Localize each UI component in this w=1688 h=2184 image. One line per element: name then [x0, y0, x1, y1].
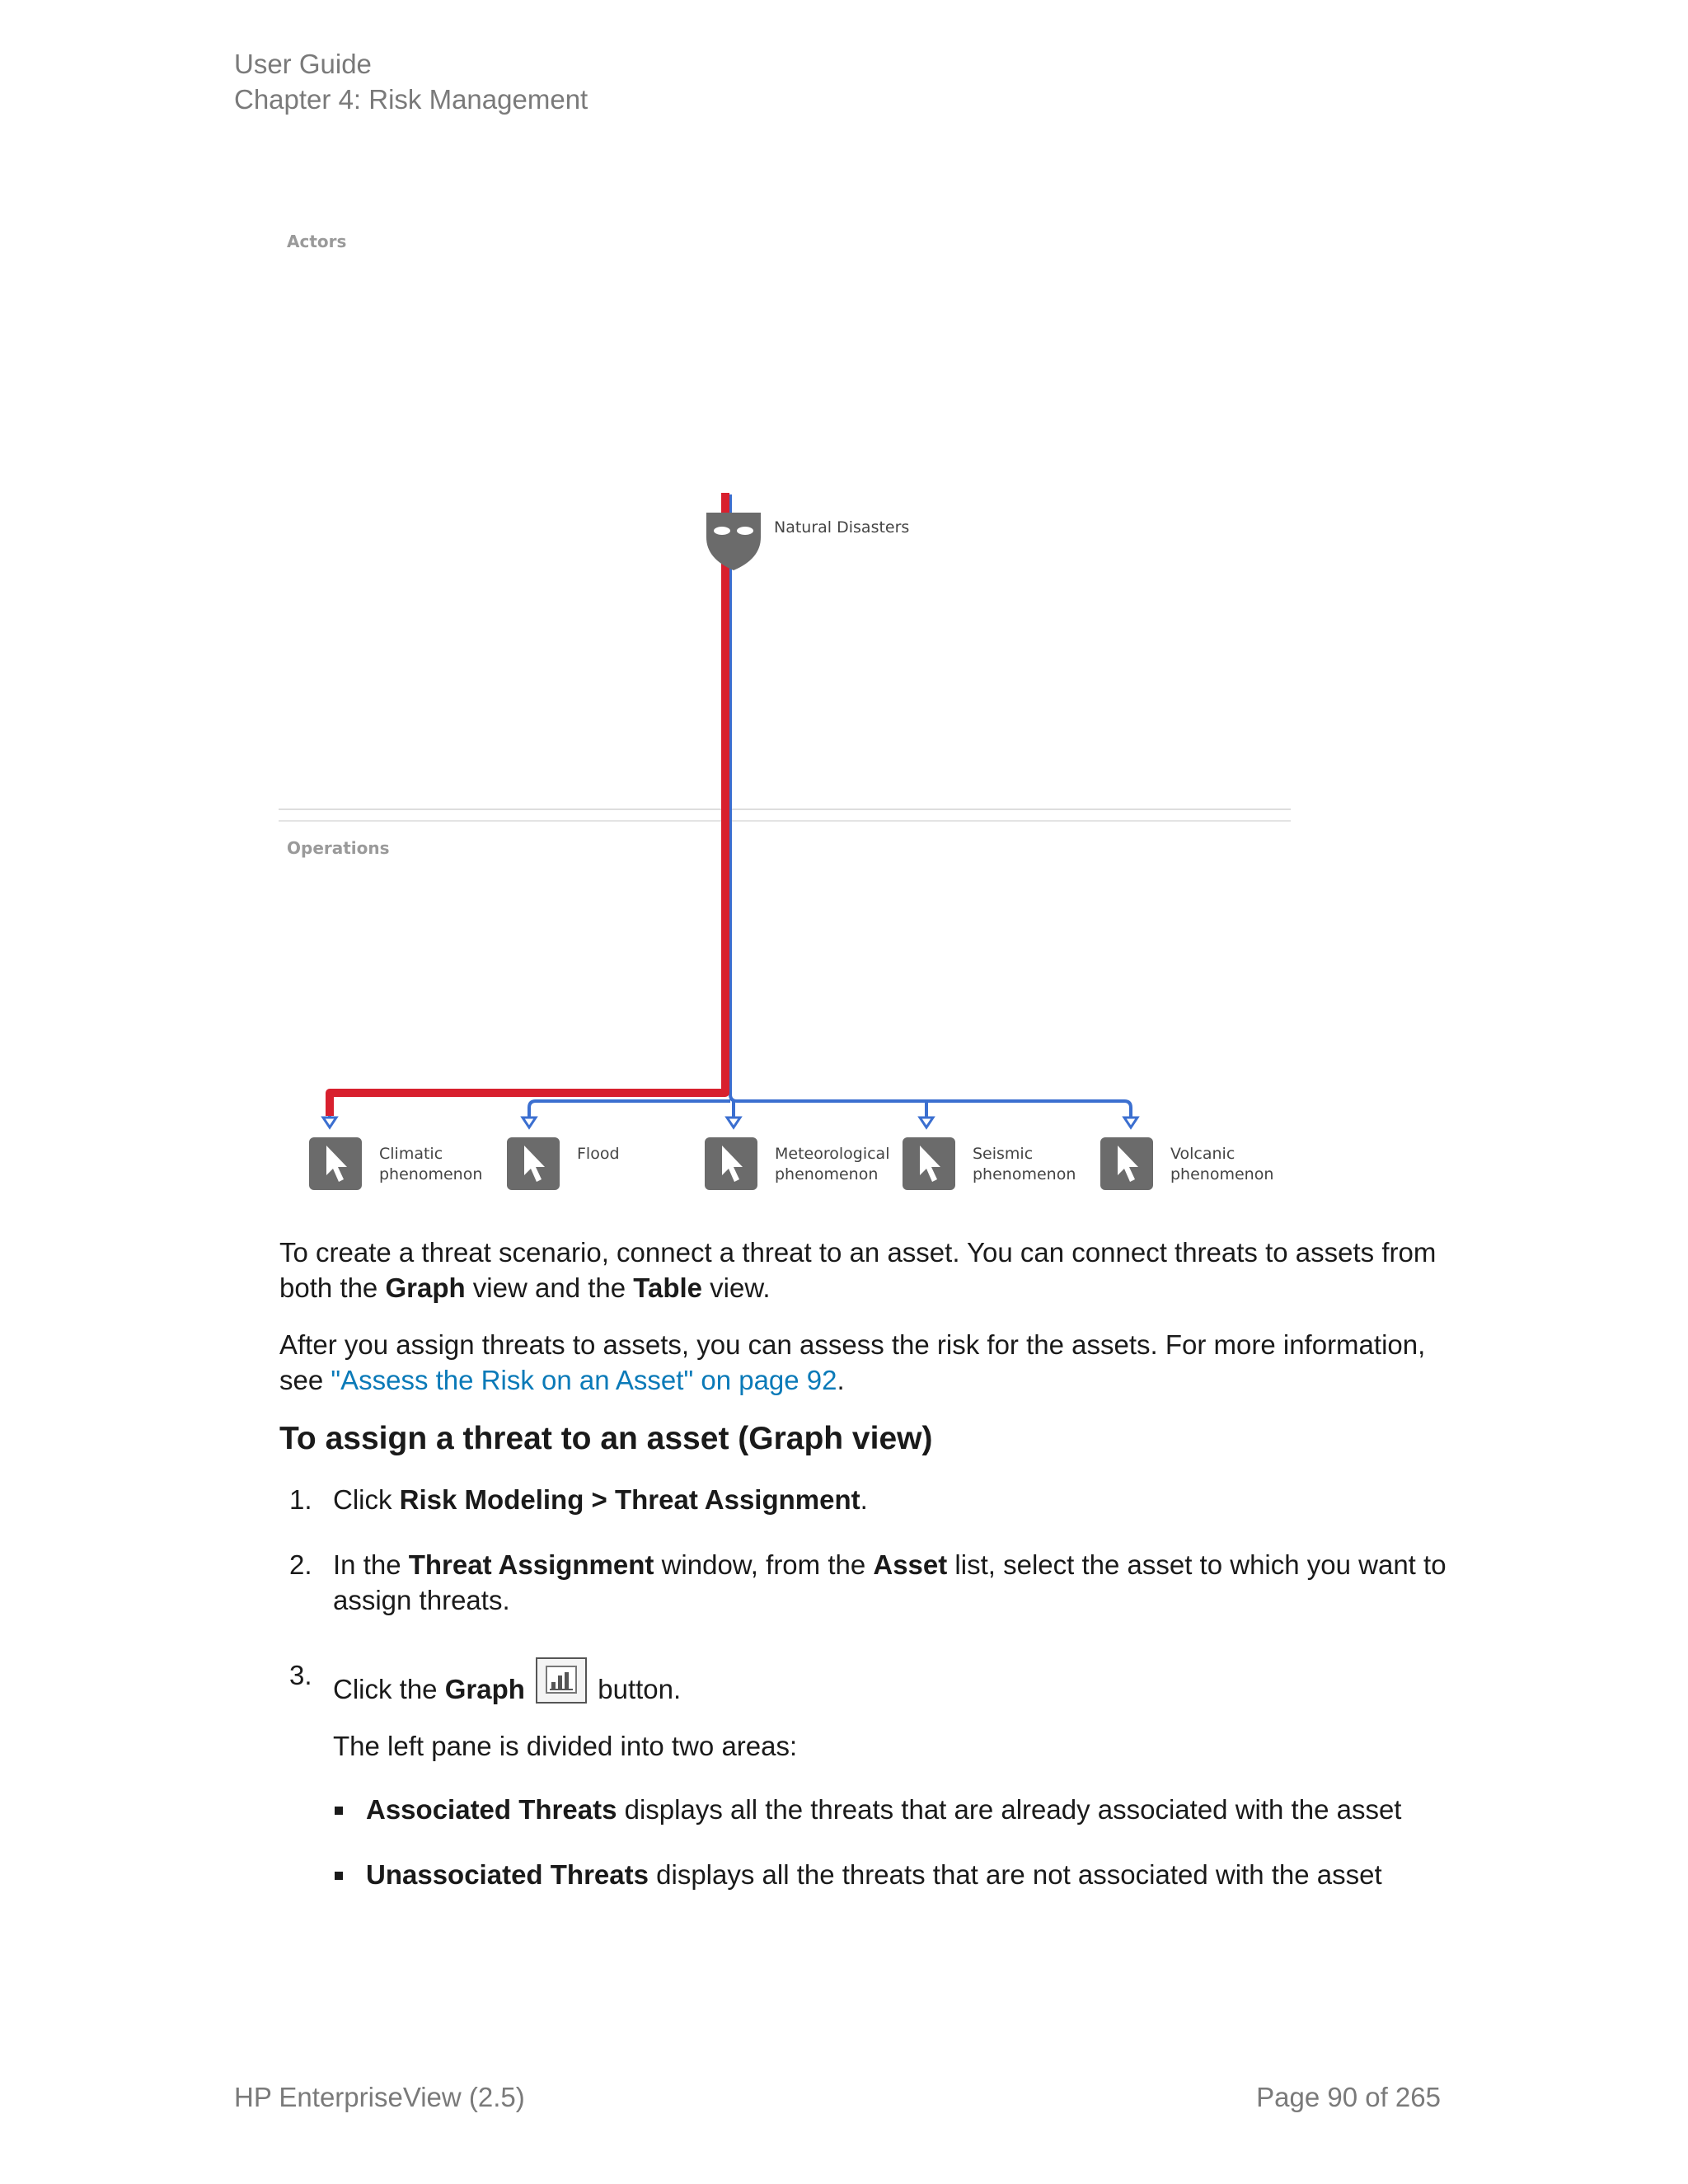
bullet-square-icon — [335, 1872, 343, 1880]
node-label-line2: phenomenon — [775, 1165, 879, 1183]
header-guide-title: User Guide — [234, 49, 372, 79]
node-seismic-phenomenon[interactable] — [903, 1137, 1076, 1190]
highlighted-threat-path — [330, 493, 725, 1116]
bullet-square-icon — [335, 1807, 343, 1815]
node-label-line1: Flood — [577, 1145, 620, 1163]
mask-icon — [706, 513, 761, 570]
step-item: 3. Click the Graph button. The left pane is divided into two areas: Associated Threats displays all the threats that are already associated with the asset Unassociated Threats displays all the threats that are not associated with the asset — [279, 1657, 1450, 1892]
node-label-line1: Climatic — [379, 1145, 443, 1163]
pane-areas-list — [333, 1792, 1450, 1892]
node-label-line2: phenomenon — [1170, 1165, 1274, 1183]
actor-label: Natural Disasters — [774, 518, 910, 537]
assess-risk-link[interactable]: "Assess the Risk on an Asset" on page 92 — [331, 1365, 837, 1395]
node-label-line1: Seismic — [973, 1145, 1034, 1163]
step3-subtext: The left pane is divided into two areas: — [333, 1731, 798, 1761]
node-flood[interactable] — [507, 1137, 620, 1190]
procedure-steps — [279, 1482, 1450, 1892]
node-volcanic-phenomenon[interactable] — [1100, 1137, 1273, 1190]
footer-page-number: Page 90 of 265 — [1256, 2082, 1441, 2112]
header-chapter-title: Chapter 4: Risk Management — [234, 84, 588, 115]
intro-paragraph: To create a threat scenario, connect a threat to an asset. You can connect threats to assets from both the Graph view and the Table view. — [279, 1237, 1437, 1303]
node-climatic-phenomenon[interactable] — [309, 1137, 482, 1190]
list-item: Unassociated Threats displays all the threats that are not associated with the asset — [333, 1857, 1450, 1892]
node-label-line1: Volcanic — [1170, 1145, 1236, 1163]
node-meteorological-phenomenon[interactable] — [705, 1137, 889, 1190]
footer-product: HP EnterpriseView (2.5) — [234, 2082, 525, 2112]
step-item: 2. In the Threat Assignment window, from the Asset list, select the asset to which you want to assign threats. — [289, 1549, 1447, 1615]
node-label-line1: Meteorological — [775, 1145, 890, 1163]
page-header — [234, 46, 588, 117]
procedure-heading: To assign a threat to an asset (Graph view) — [279, 1421, 933, 1456]
graph-view-icon[interactable] — [536, 1657, 587, 1704]
body-content — [279, 1235, 1450, 1922]
section-label-operations: Operations — [287, 838, 390, 858]
assess-paragraph: After you assign threats to assets, you can assess the risk for the assets. For more information, see "Assess the Risk on an Asset" on page 92. — [279, 1329, 1426, 1395]
threat-graph-diagram — [264, 214, 1302, 1203]
step-item: 1. Click Risk Modeling > Threat Assignment. — [289, 1484, 868, 1515]
node-label-line2: phenomenon — [973, 1165, 1076, 1183]
node-label-line2: phenomenon — [379, 1165, 483, 1183]
list-item: Associated Threats displays all the threats that are already associated with the asset — [333, 1792, 1450, 1827]
connector-lines — [323, 494, 1137, 1127]
section-label-actors: Actors — [287, 232, 347, 251]
actor-natural-disasters[interactable] — [706, 513, 909, 570]
